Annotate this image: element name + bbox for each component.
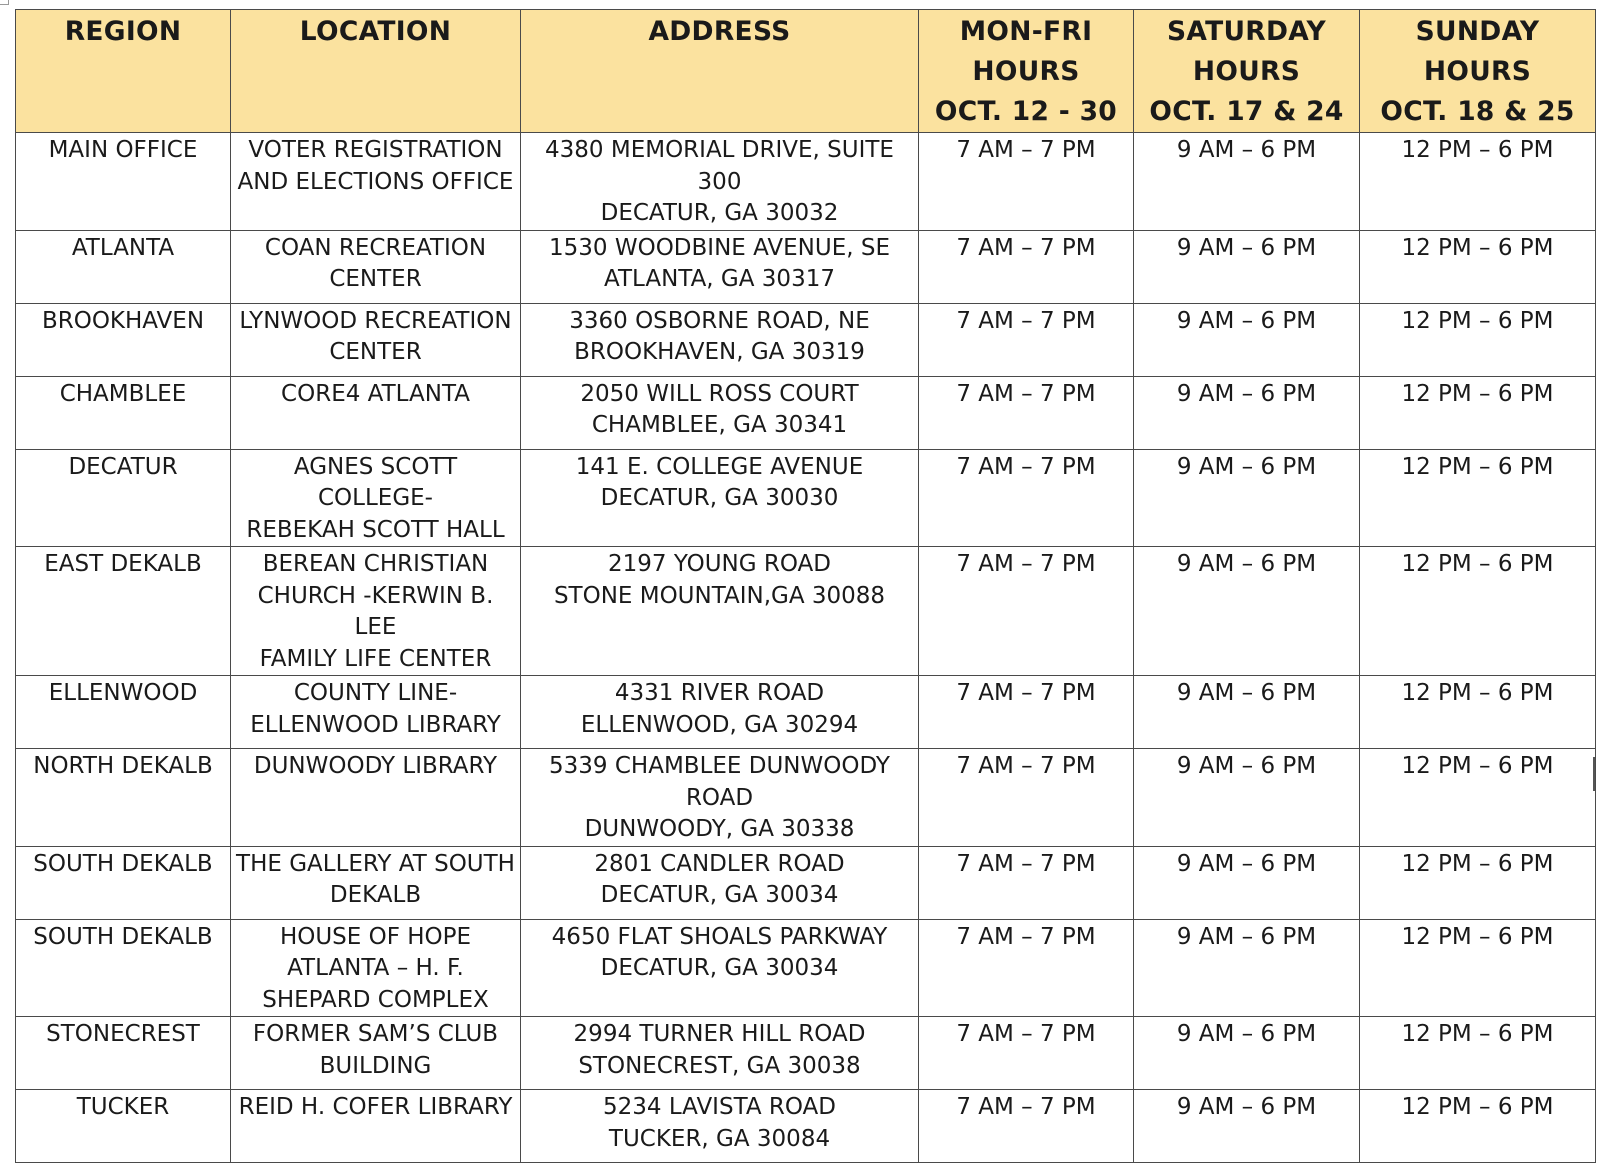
region-cell: ATLANTA xyxy=(16,230,231,303)
region-cell: STONECREST xyxy=(16,1017,231,1090)
monfri-hours-cell: 7 AM – 7 PM xyxy=(919,133,1134,231)
table-body xyxy=(16,133,1596,1163)
header-monfri-hours xyxy=(919,10,1134,133)
saturday-hours-cell: 9 AM – 6 PM xyxy=(1134,1090,1360,1163)
address-cell: 4380 MEMORIAL DRIVE, SUITE 300 DECATUR, GA 30032 xyxy=(521,133,919,231)
location-cell: COUNTY LINE- ELLENWOOD LIBRARY xyxy=(231,676,521,749)
monfri-hours-cell: 7 AM – 7 PM xyxy=(919,376,1134,449)
early-voting-schedule-table xyxy=(15,9,1596,1163)
region-cell: DECATUR xyxy=(16,449,231,547)
monfri-hours-cell: 7 AM – 7 PM xyxy=(919,449,1134,547)
header-saturday-line3: OCT. 17 & 24 xyxy=(1149,96,1344,127)
region-cell: TUCKER xyxy=(16,1090,231,1163)
region-cell: SOUTH DEKALB xyxy=(16,846,231,919)
header-saturday-line2: HOURS xyxy=(1192,56,1301,87)
header-sunday-line2: HOURS xyxy=(1423,56,1532,87)
sunday-hours-cell: 12 PM – 6 PM xyxy=(1360,1017,1596,1090)
header-sunday-line3: OCT. 18 & 25 xyxy=(1380,96,1575,127)
region-cell: CHAMBLEE xyxy=(16,376,231,449)
location-cell: LYNWOOD RECREATION CENTER xyxy=(231,303,521,376)
table-row xyxy=(16,749,1596,847)
location-cell: AGNES SCOTT COLLEGE- REBEKAH SCOTT HALL xyxy=(231,449,521,547)
table-row xyxy=(16,547,1596,676)
monfri-hours-cell: 7 AM – 7 PM xyxy=(919,846,1134,919)
address-cell: 2050 WILL ROSS COURT CHAMBLEE, GA 30341 xyxy=(521,376,919,449)
saturday-hours-cell: 9 AM – 6 PM xyxy=(1134,303,1360,376)
region-cell: NORTH DEKALB xyxy=(16,749,231,847)
monfri-hours-cell: 7 AM – 7 PM xyxy=(919,1017,1134,1090)
saturday-hours-cell: 9 AM – 6 PM xyxy=(1134,919,1360,1017)
text-cursor-mark xyxy=(1593,757,1595,791)
header-monfri-line3: OCT. 12 - 30 xyxy=(934,96,1118,127)
address-cell: 3360 OSBORNE ROAD, NE BROOKHAVEN, GA 30319 xyxy=(521,303,919,376)
region-cell: BROOKHAVEN xyxy=(16,303,231,376)
region-cell: MAIN OFFICE xyxy=(16,133,231,231)
table-row xyxy=(16,376,1596,449)
address-cell: 4650 FLAT SHOALS PARKWAY DECATUR, GA 30034 xyxy=(521,919,919,1017)
address-cell: 4331 RIVER ROAD ELLENWOOD, GA 30294 xyxy=(521,676,919,749)
header-saturday-hours xyxy=(1134,10,1360,133)
saturday-hours-cell: 9 AM – 6 PM xyxy=(1134,846,1360,919)
sunday-hours-cell: 12 PM – 6 PM xyxy=(1360,230,1596,303)
location-cell: BEREAN CHRISTIAN CHURCH -KERWIN B. LEE FAMILY LIFE CENTER xyxy=(231,547,521,676)
saturday-hours-cell: 9 AM – 6 PM xyxy=(1134,547,1360,676)
monfri-hours-cell: 7 AM – 7 PM xyxy=(919,547,1134,676)
sunday-hours-cell: 12 PM – 6 PM xyxy=(1360,303,1596,376)
location-cell: CORE4 ATLANTA xyxy=(231,376,521,449)
header-sunday-line1: SUNDAY xyxy=(1415,16,1540,47)
header-row xyxy=(16,10,1596,133)
saturday-hours-cell: 9 AM – 6 PM xyxy=(1134,676,1360,749)
corner-mark xyxy=(0,0,9,5)
header-address xyxy=(521,10,919,133)
saturday-hours-cell: 9 AM – 6 PM xyxy=(1134,376,1360,449)
table-row xyxy=(16,1090,1596,1163)
saturday-hours-cell: 9 AM – 6 PM xyxy=(1134,230,1360,303)
monfri-hours-cell: 7 AM – 7 PM xyxy=(919,1090,1134,1163)
location-cell: COAN RECREATION CENTER xyxy=(231,230,521,303)
header-monfri-line2: HOURS xyxy=(972,56,1080,87)
table-header xyxy=(16,10,1596,133)
address-cell: 141 E. COLLEGE AVENUE DECATUR, GA 30030 xyxy=(521,449,919,547)
sunday-hours-cell: 12 PM – 6 PM xyxy=(1360,676,1596,749)
monfri-hours-cell: 7 AM – 7 PM xyxy=(919,230,1134,303)
saturday-hours-cell: 9 AM – 6 PM xyxy=(1134,133,1360,231)
sunday-hours-cell: 12 PM – 6 PM xyxy=(1360,1090,1596,1163)
region-cell: SOUTH DEKALB xyxy=(16,919,231,1017)
address-cell: 2197 YOUNG ROAD STONE MOUNTAIN,GA 30088 xyxy=(521,547,919,676)
table-row xyxy=(16,676,1596,749)
address-cell: 2801 CANDLER ROAD DECATUR, GA 30034 xyxy=(521,846,919,919)
monfri-hours-cell: 7 AM – 7 PM xyxy=(919,676,1134,749)
region-cell: EAST DEKALB xyxy=(16,547,231,676)
header-region-label: REGION xyxy=(64,16,182,47)
sunday-hours-cell: 12 PM – 6 PM xyxy=(1360,133,1596,231)
sunday-hours-cell: 12 PM – 6 PM xyxy=(1360,846,1596,919)
location-cell: VOTER REGISTRATION AND ELECTIONS OFFICE xyxy=(231,133,521,231)
monfri-hours-cell: 7 AM – 7 PM xyxy=(919,749,1134,847)
saturday-hours-cell: 9 AM – 6 PM xyxy=(1134,1017,1360,1090)
header-region xyxy=(16,10,231,133)
sunday-hours-cell: 12 PM – 6 PM xyxy=(1360,376,1596,449)
header-location xyxy=(231,10,521,133)
table-row xyxy=(16,919,1596,1017)
monfri-hours-cell: 7 AM – 7 PM xyxy=(919,303,1134,376)
table-row xyxy=(16,230,1596,303)
address-cell: 2994 TURNER HILL ROAD STONECREST, GA 30038 xyxy=(521,1017,919,1090)
location-cell: THE GALLERY AT SOUTH DEKALB xyxy=(231,846,521,919)
address-cell: 1530 WOODBINE AVENUE, SE ATLANTA, GA 30317 xyxy=(521,230,919,303)
header-monfri-line1: MON-FRI xyxy=(959,16,1093,47)
header-address-label: ADDRESS xyxy=(648,16,791,47)
saturday-hours-cell: 9 AM – 6 PM xyxy=(1134,749,1360,847)
table-row xyxy=(16,449,1596,547)
table-row xyxy=(16,1017,1596,1090)
table-row xyxy=(16,303,1596,376)
location-cell: DUNWOODY LIBRARY xyxy=(231,749,521,847)
header-location-label: LOCATION xyxy=(299,16,452,47)
location-cell: FORMER SAM’S CLUB BUILDING xyxy=(231,1017,521,1090)
location-cell: REID H. COFER LIBRARY xyxy=(231,1090,521,1163)
region-cell: ELLENWOOD xyxy=(16,676,231,749)
table-row xyxy=(16,133,1596,231)
table-row xyxy=(16,846,1596,919)
header-saturday-line1: SATURDAY xyxy=(1166,16,1327,47)
sunday-hours-cell: 12 PM – 6 PM xyxy=(1360,547,1596,676)
sunday-hours-cell: 12 PM – 6 PM xyxy=(1360,919,1596,1017)
sunday-hours-cell: 12 PM – 6 PM xyxy=(1360,449,1596,547)
address-cell: 5234 LAVISTA ROAD TUCKER, GA 30084 xyxy=(521,1090,919,1163)
sunday-hours-cell: 12 PM – 6 PM xyxy=(1360,749,1596,847)
saturday-hours-cell: 9 AM – 6 PM xyxy=(1134,449,1360,547)
header-sunday-hours xyxy=(1360,10,1596,133)
address-cell: 5339 CHAMBLEE DUNWOODY ROAD DUNWOODY, GA 30338 xyxy=(521,749,919,847)
monfri-hours-cell: 7 AM – 7 PM xyxy=(919,919,1134,1017)
location-cell: HOUSE OF HOPE ATLANTA – H. F. SHEPARD COMPLEX xyxy=(231,919,521,1017)
